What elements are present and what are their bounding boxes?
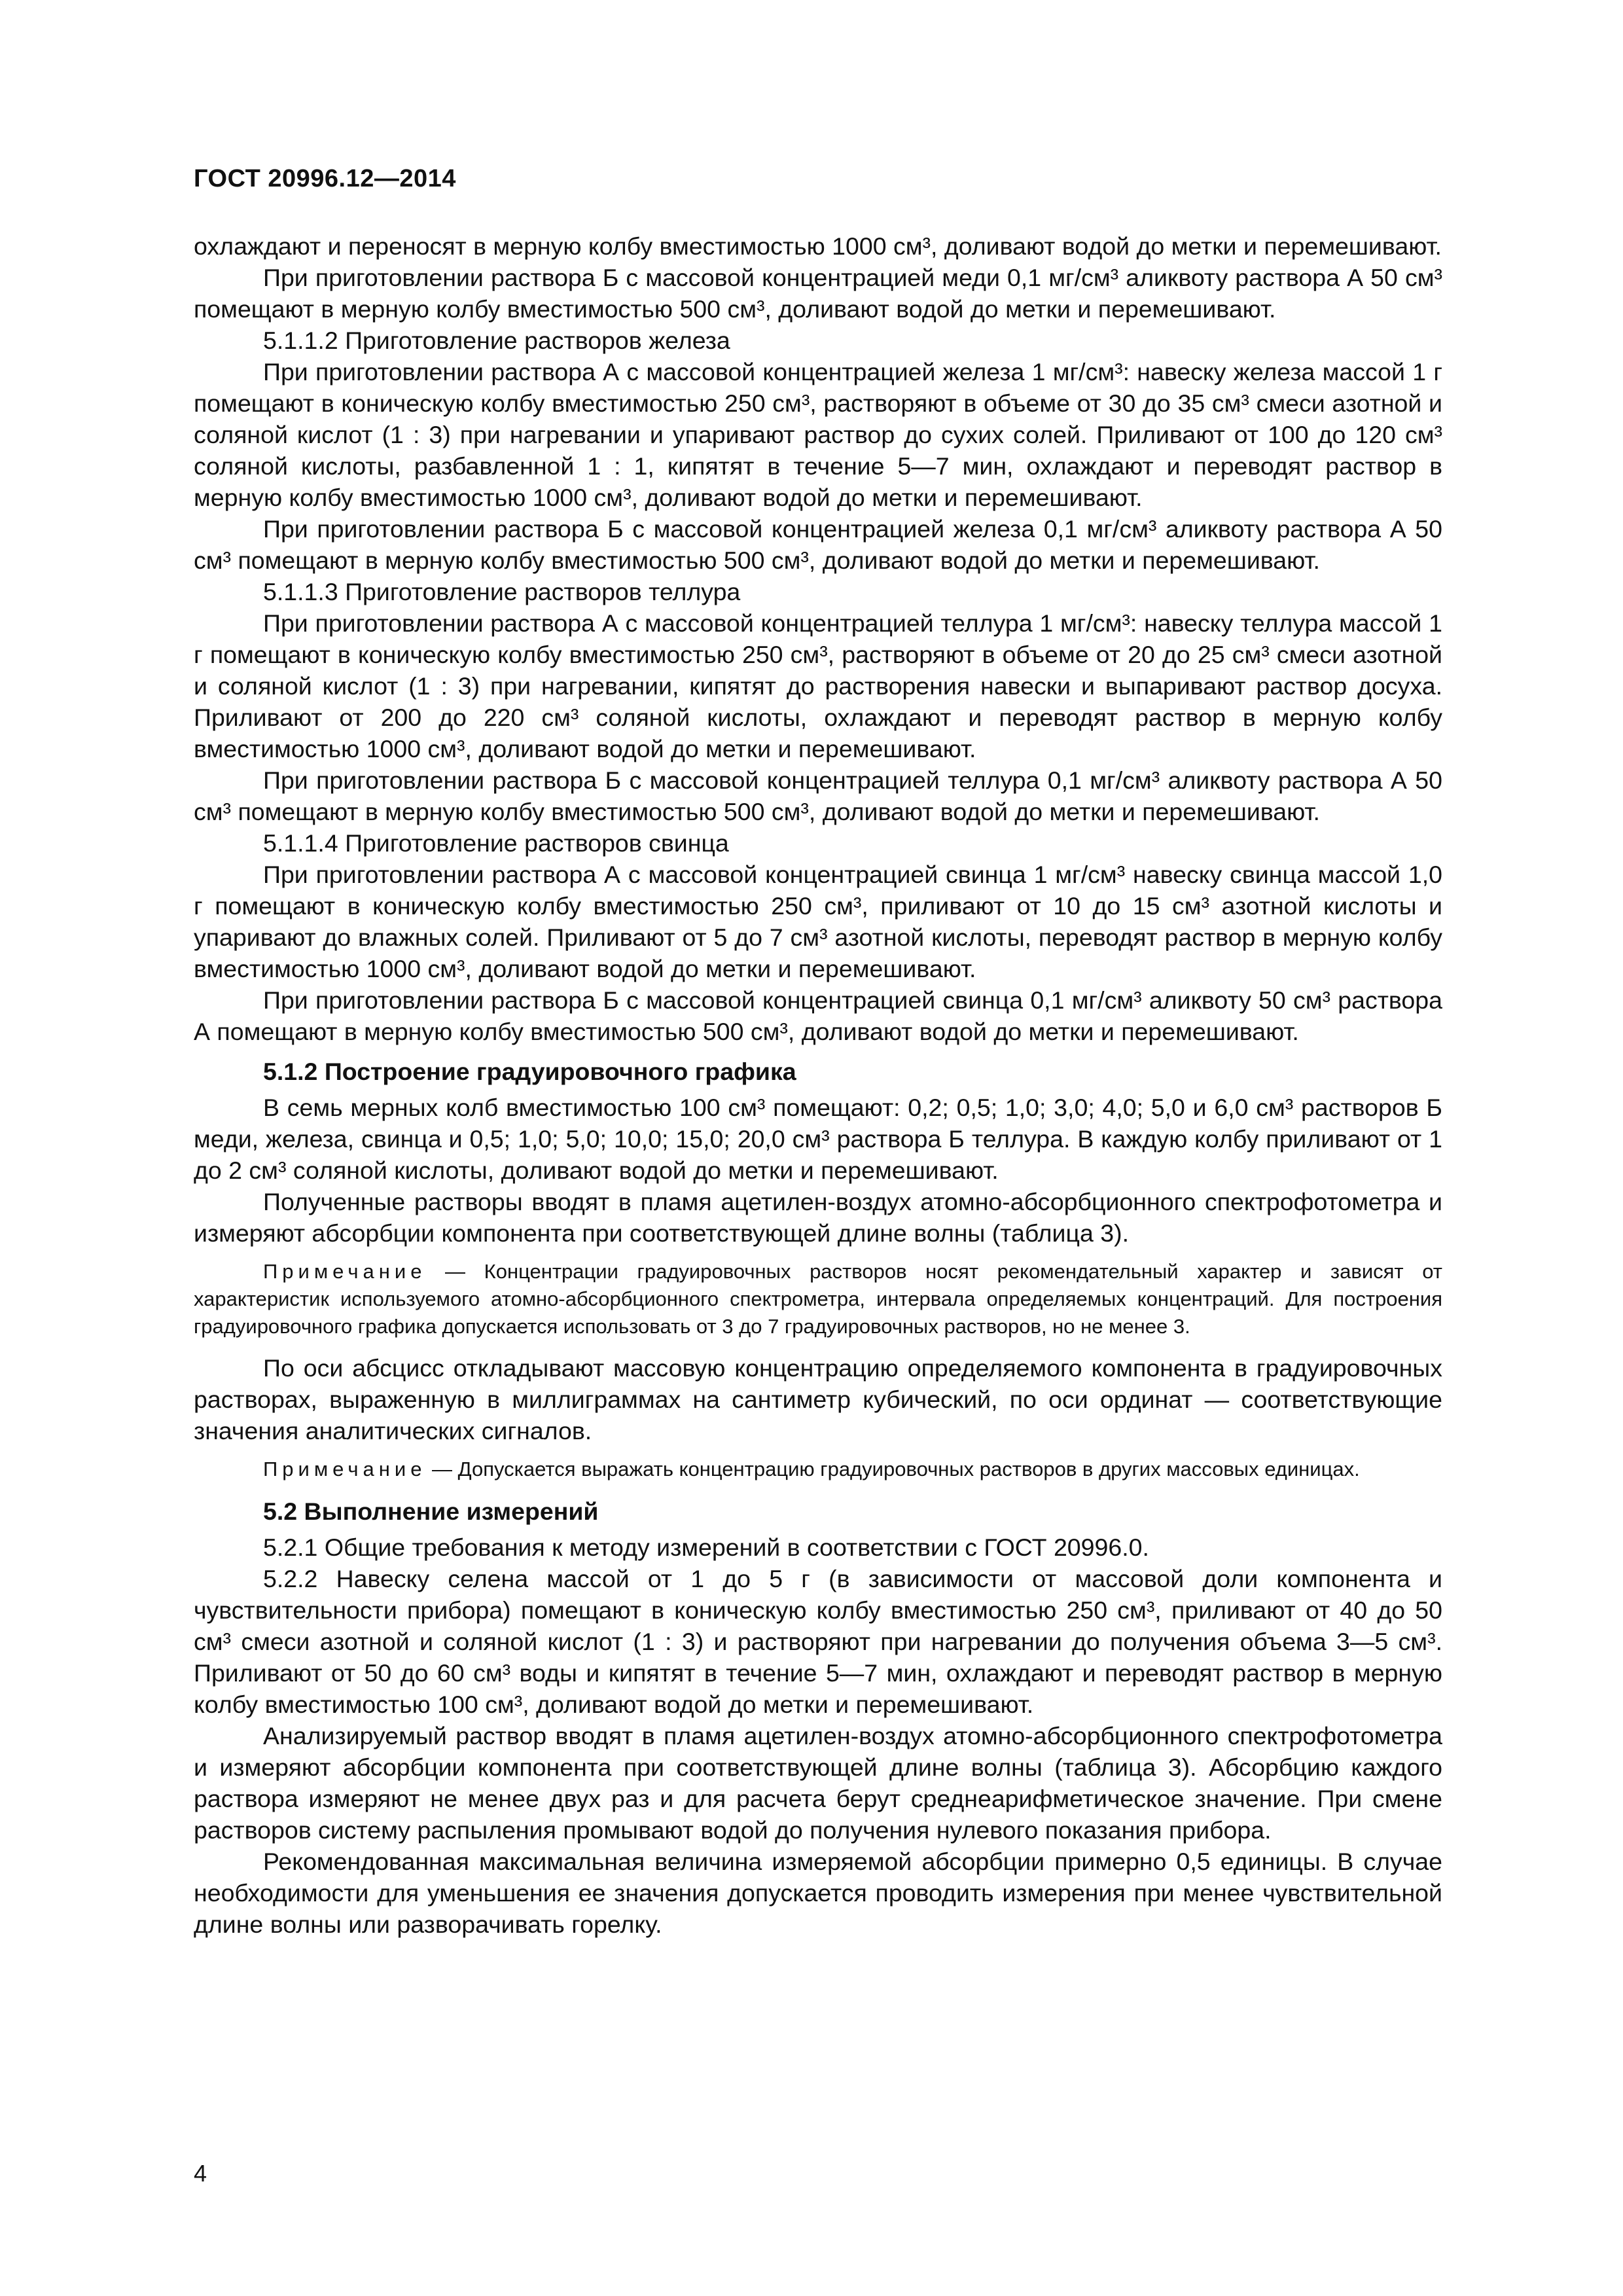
note-text: — Допускается выражать концентрацию градуировочных растворов в других массовых единицах.	[426, 1458, 1360, 1480]
body-paragraph: Рекомендованная максимальная величина измеряемой абсорбции примерно 0,5 единицы. В случае необходимости для уменьшения ее значения допускается проводить измерения при менее чувствительной длине волны или разворачивать горелку.	[194, 1848, 1442, 1938]
document-body	[194, 230, 1442, 1940]
body-paragraph: При приготовлении раствора Б с массовой концентрацией свинца 0,1 мг/см³ аликвоту 50 см³ раствора А помещают в мерную колбу вместимостью 500 см³, доливают водой до метки и перемешивают.	[194, 986, 1442, 1045]
body-paragraph: При приготовлении раствора Б с массовой концентрацией теллура 0,1 мг/см³ аликвоту раствора А 50 см³ помещают в мерную колбу вместимостью 500 см³, доливают водой до метки и перемешивают.	[194, 766, 1442, 825]
note-paragraph	[194, 1456, 1442, 1483]
body-paragraph: При приготовлении раствора Б с массовой концентрацией железа 0,1 мг/см³ аликвоту раствора А 50 см³ помещают в мерную колбу вместимостью 500 см³, доливают водой до метки и перемешивают.	[194, 515, 1442, 574]
body-paragraph: При приготовлении раствора А с массовой концентрацией свинца 1 мг/см³ навеску свинца массой 1,0 г помещают в коническую колбу вместимостью 250 см³, приливают от 10 до 15 см³ азотной кислоты и упаривают до влажных солей. Приливают от 5 до 7 см³ азотной кислоты, переводят раствор в мерную колбу вместимостью 1000 см³, доливают водой до метки и перемешивают.	[194, 861, 1442, 982]
note-text: — Концентрации градуировочных растворов носят рекомендательный характер и зависят от характеристик используемого атомно-абсорбционного спектрометра, интервала определяемых концентраций. Для построения градуировочного графика допускается использовать от 3 до 7 градуировочных растворов, но не менее 3.	[194, 1260, 1442, 1338]
subsection-title: 5.1.1.3 Приготовление растворов теллура	[263, 578, 741, 605]
subsection-title: 5.1.1.4 Приготовление растворов свинца	[263, 829, 729, 857]
page-number: 4	[194, 2160, 207, 2187]
subsection-title: 5.1.1.2 Приготовление растворов железа	[263, 327, 730, 354]
note-label: Примечание	[263, 1260, 427, 1283]
body-paragraph: По оси абсцисс откладывают массовую концентрацию определяемого компонента в градуировочных растворах, выраженную в миллиграммах на сантиметр кубический, по оси ординат — соответствующие значения аналитических сигналов.	[194, 1354, 1442, 1444]
body-paragraph: 5.2.1 Общие требования к методу измерений в соответствии с ГОСТ 20996.0.	[263, 1534, 1149, 1561]
note-paragraph	[194, 1258, 1442, 1340]
section-heading: 5.2 Выполнение измерений	[263, 1498, 599, 1525]
note-label: Примечание	[263, 1458, 427, 1480]
body-paragraph: Полученные растворы вводят в пламя ацетилен-воздух атомно-абсорбционного спектрофотометра и измеряют абсорбции компонента при соответствующей длине волны (таблица 3).	[194, 1188, 1442, 1247]
body-paragraph: При приготовлении раствора А с массовой концентрацией железа 1 мг/см³: навеску железа массой 1 г помещают в коническую колбу вместимостью 250 см³, растворяют в объеме от 30 до 35 см³ смеси азотной и соляной кислот (1 : 3) при нагревании и упаривают раствор до сухих солей. Приливают от 100 до 120 см³ соляной кислоты, разбавленной 1 : 1, кипятят в течение 5—7 мин, охлаждают и переводят раствор в мерную колбу вместимостью 1000 см³, доливают водой до метки и перемешивают.	[194, 358, 1442, 511]
body-paragraph: При приготовлении раствора Б с массовой концентрацией меди 0,1 мг/см³ аликвоту раствора А 50 см³ помещают в мерную колбу вместимостью 500 см³, доливают водой до метки и перемешивают.	[194, 264, 1442, 323]
body-paragraph: охлаждают и переносят в мерную колбу вместимостью 1000 см³, доливают водой до метки и перемешивают.	[194, 232, 1442, 260]
body-paragraph: 5.2.2 Навеску селена массой от 1 до 5 г (в зависимости от массовой доли компонента и чувствительности прибора) помещают в коническую колбу вместимостью 250 см³, приливают от 40 до 50 см³ смеси азотной и соляной кислот (1 : 3) и растворяют при нагревании до получения объема 3—5 см³. Приливают от 50 до 60 см³ воды и кипятят в течение 5—7 мин, охлаждают и переводят раствор в мерную колбу вместимостью 100 см³, доливают водой до метки и перемешивают.	[194, 1565, 1442, 1718]
body-paragraph: В семь мерных колб вместимостью 100 см³ помещают: 0,2; 0,5; 1,0; 3,0; 4,0; 5,0 и 6,0 см³ растворов Б меди, железа, свинца и 0,5; 1,0; 5,0; 10,0; 15,0; 20,0 см³ раствора Б теллура. В каждую колбу приливают от 1 до 2 см³ соляной кислоты, доливают водой до метки и перемешивают.	[194, 1094, 1442, 1184]
standard-header: ГОСТ 20996.12—2014	[194, 165, 456, 192]
body-paragraph: Анализируемый раствор вводят в пламя ацетилен-воздух атомно-абсорбционного спектрофотометра и измеряют абсорбции компонента при соответствующей длине волны (таблица 3). Абсорбцию каждого раствора измеряют не менее двух раз и для расчета берут среднеарифметическое значение. При смене растворов систему распыления промывают водой до получения нулевого показания прибора.	[194, 1722, 1442, 1844]
section-heading: 5.1.2 Построение градуировочного графика	[263, 1058, 796, 1085]
body-paragraph: При приготовлении раствора А с массовой концентрацией теллура 1 мг/см³: навеску теллура массой 1 г помещают в коническую колбу вместимостью 250 см³, растворяют в объеме от 20 до 25 см³ смеси азотной и соляной кислот (1 : 3) при нагревании, кипятят до растворения навески и выпаривают раствор досуха. Приливают от 200 до 220 см³ соляной кислоты, охлаждают и переводят раствор в мерную колбу вместимостью 1000 см³, доливают водой до метки и перемешивают.	[194, 609, 1442, 762]
